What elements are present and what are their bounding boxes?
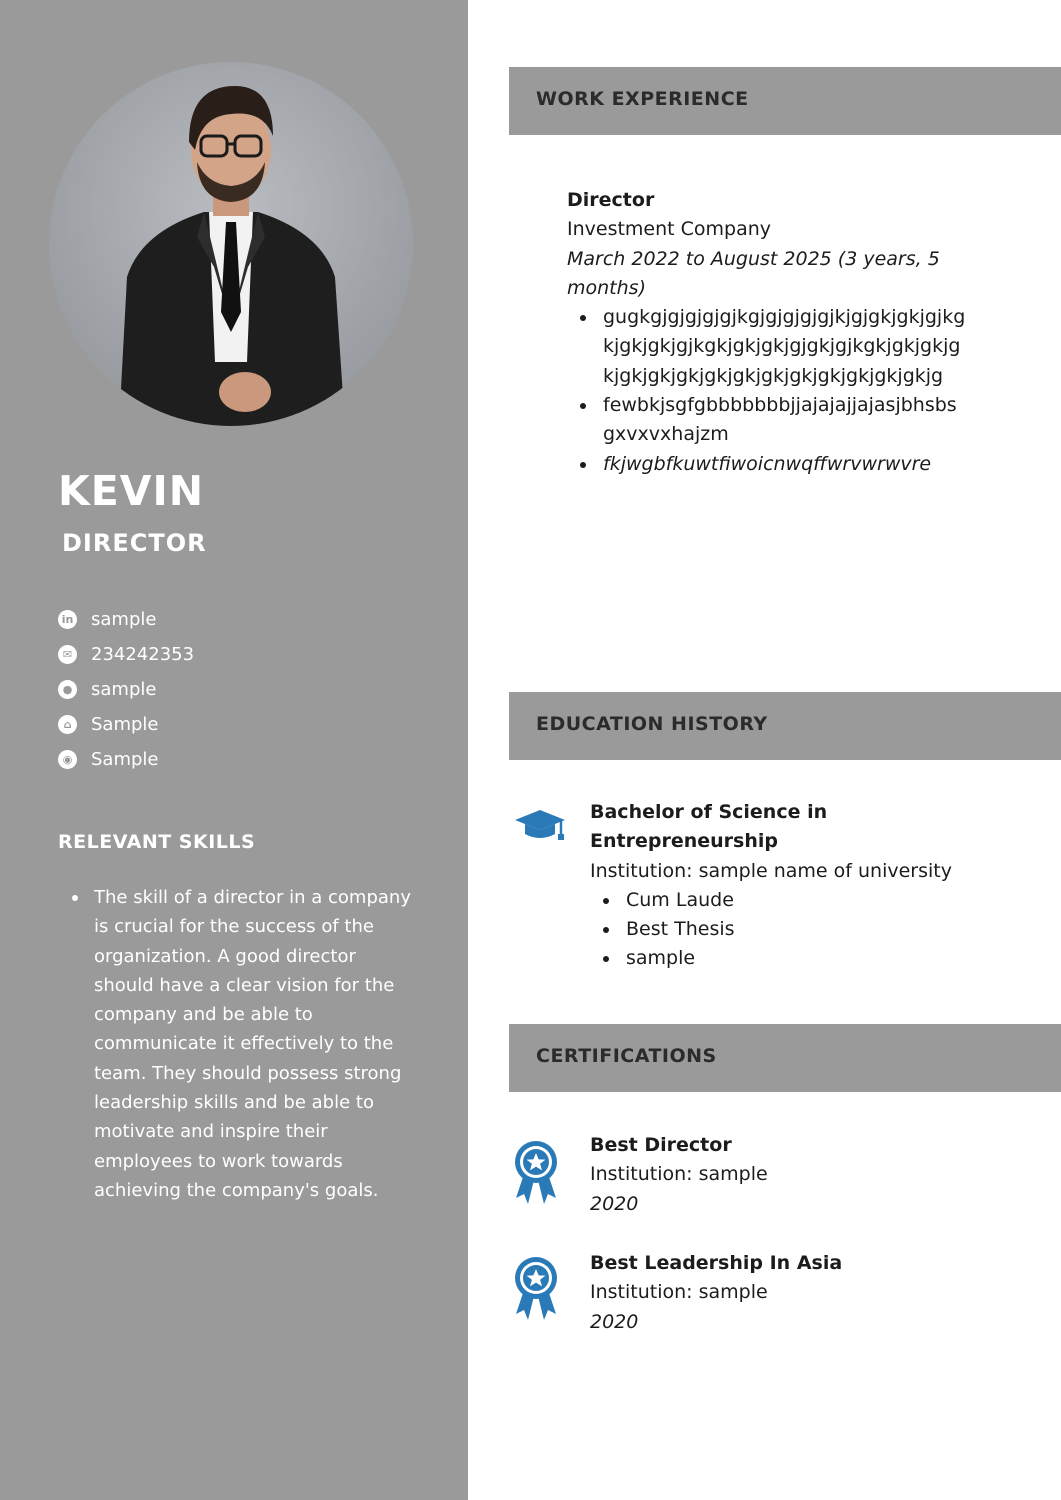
certification-institution: Institution: sample bbox=[590, 1281, 768, 1304]
certification-year: 2020 bbox=[590, 1192, 639, 1215]
profile-title: DIRECTOR bbox=[62, 529, 207, 557]
certifications-band bbox=[509, 1024, 1061, 1092]
job-bullet: fewbkjsgfgbbbbbbbjjajajajjajasjbhsbs gxvxvxhajzm bbox=[567, 391, 967, 450]
user-icon: ● bbox=[58, 680, 77, 699]
skills-heading: RELEVANT SKILLS bbox=[58, 831, 256, 853]
contact-portfolio: Sample bbox=[91, 749, 159, 770]
mail-icon: ✉ bbox=[58, 645, 77, 664]
contact-phone: 234242353 bbox=[91, 644, 195, 665]
institution-name: Institution: sample name of university bbox=[590, 859, 952, 882]
contact-user: sample bbox=[91, 679, 157, 700]
skill-item: The skill of a director in a company is crucial for the success of the organization. A good director should have a clear vision for the company and be able to communicate it effectively to the team. They should possess strong leadership skills and be able to motivate and inspire their employees to work towards achieving the company's goals. bbox=[94, 883, 414, 1205]
contact-address: Sample bbox=[91, 714, 159, 735]
job-bullet: fkjwgbfkuwtfiwoicnwqffwrvwrwvre bbox=[567, 450, 967, 479]
graduation-cap-icon bbox=[513, 808, 569, 846]
contact-item-home bbox=[58, 707, 194, 742]
skills-list bbox=[94, 883, 414, 1205]
job-period: March 2022 to August 2025 (3 years, 5 months) bbox=[567, 247, 940, 299]
certification-institution: Institution: sample bbox=[590, 1163, 768, 1186]
education-bullet: Best Thesis bbox=[590, 915, 1020, 944]
job-bullet: gugkgjgjgjgjgjkgjgjgjgjgjkjgjgkjgkjgjkgkjgkjgkjgjkgkjgkjgkjgjgkjgjkgkjgkjgkjgkjgkjgkjgkjgkjgkjgkjgkjgkjgkjgkjgkjg bbox=[567, 303, 967, 391]
education-entry bbox=[590, 798, 1020, 974]
home-icon: ⌂ bbox=[58, 715, 77, 734]
award-ribbon-icon bbox=[512, 1140, 560, 1210]
education-band bbox=[509, 692, 1061, 760]
work-experience-band bbox=[509, 67, 1061, 135]
contact-item-user bbox=[58, 672, 194, 707]
certifications-heading: CERTIFICATIONS bbox=[536, 1045, 717, 1067]
certification-name: Best Director bbox=[590, 1134, 732, 1156]
contact-item-eye bbox=[58, 742, 194, 777]
person-illustration bbox=[49, 62, 413, 426]
eye-icon: ◉ bbox=[58, 750, 77, 769]
certification-year: 2020 bbox=[590, 1310, 639, 1333]
contact-linkedin: sample bbox=[91, 609, 157, 630]
certification-name: Best Leadership In Asia bbox=[590, 1252, 843, 1274]
education-bullet: sample bbox=[590, 944, 1020, 973]
award-ribbon-icon bbox=[512, 1256, 560, 1326]
work-entry bbox=[567, 186, 967, 479]
degree-name: Bachelor of Science in Entrepreneurship bbox=[590, 801, 828, 853]
profile-photo bbox=[49, 62, 413, 426]
profile-name: KEVIN bbox=[58, 467, 205, 515]
job-title: Director bbox=[567, 189, 655, 211]
contact-item-mail bbox=[58, 637, 194, 672]
certification-entry bbox=[590, 1249, 1010, 1337]
linkedin-icon: in bbox=[58, 610, 77, 629]
work-experience-heading: WORK EXPERIENCE bbox=[536, 88, 749, 110]
education-bullet: Cum Laude bbox=[590, 886, 1020, 915]
job-bullets bbox=[567, 303, 967, 479]
certification-entry bbox=[590, 1131, 1010, 1219]
contact-item-linkedin bbox=[58, 602, 194, 637]
company-name: Investment Company bbox=[567, 218, 772, 241]
sidebar bbox=[0, 0, 468, 1500]
contact-list bbox=[58, 602, 194, 777]
education-heading: EDUCATION HISTORY bbox=[536, 713, 768, 735]
education-bullets bbox=[590, 886, 1020, 974]
